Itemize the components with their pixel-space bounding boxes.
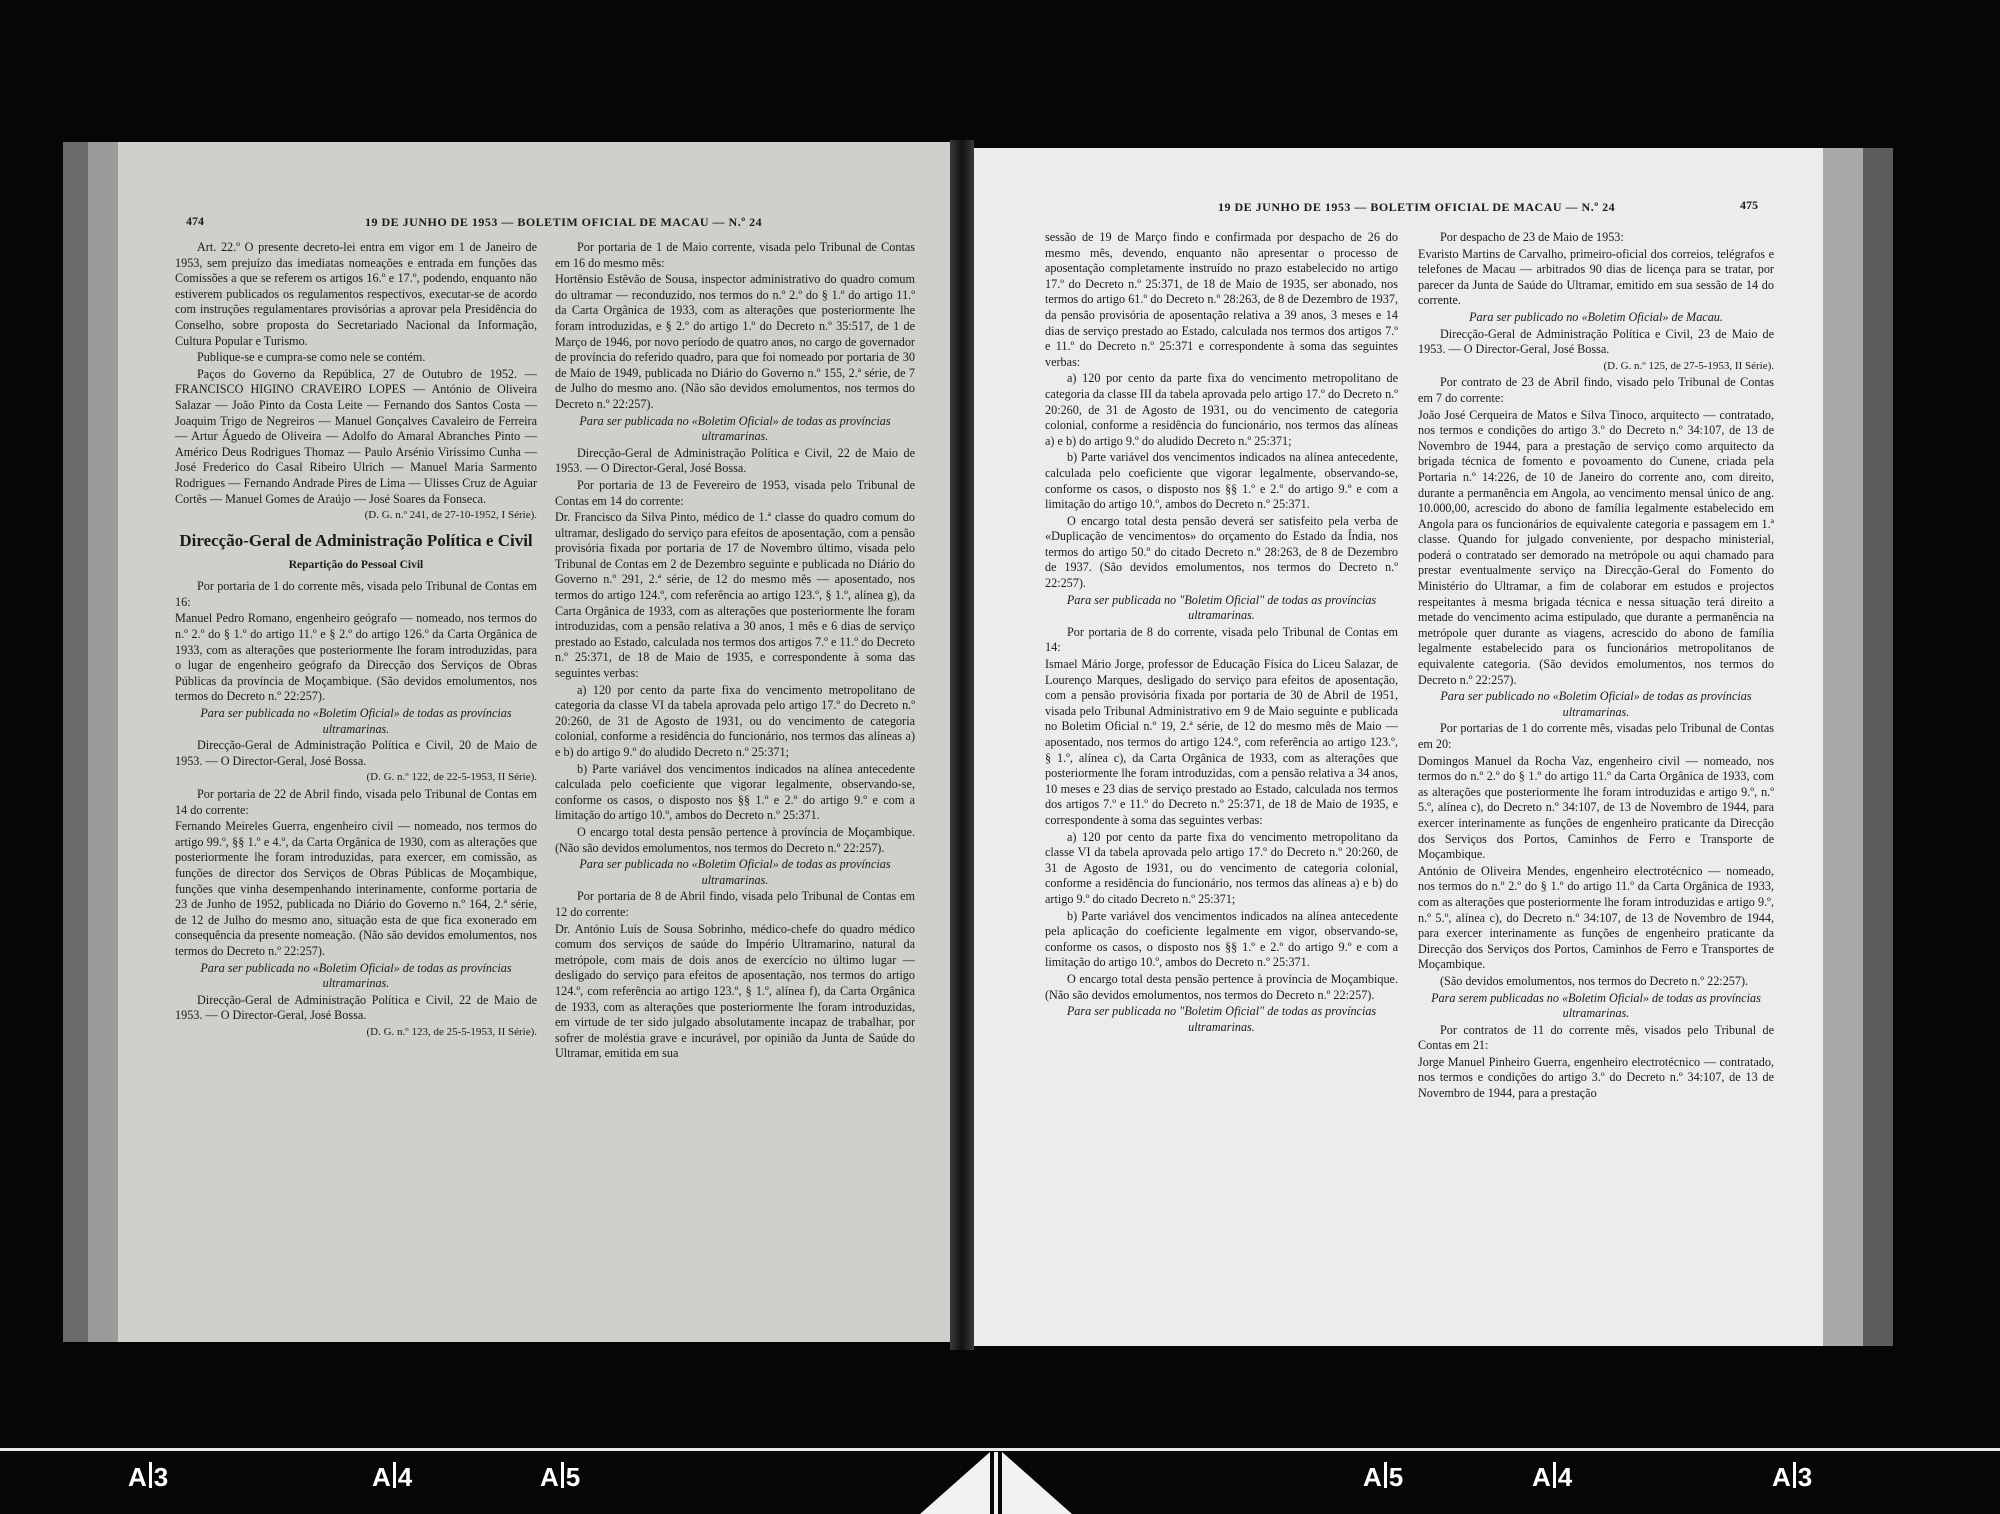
right-column-2 (1418, 230, 1774, 1290)
left-column-2 (555, 240, 915, 1295)
paragraph: O encargo total desta pensão pertence à província de Moçambique. (Não são devidos emolumentos, nos termos do Decreto n.º 22:257). (1045, 971, 1398, 1002)
citation: (D. G. n.º 123, de 25-5-1953, II Série). (366, 1025, 537, 1038)
ruler-label: A 4 (1532, 1462, 1573, 1492)
paragraph: João José Cerqueira de Matos e Silva Tinoco, arquitecto — contratado, nos termos e condições do artigo 3.º do Decreto n.º 34:107, de 13 de Novembro de 1944, para a prestação de serviço como arquitecto da brigada técnica de fomento e povoamento do Cunene, criada pela Portaria n.º 14:226, de 10 de Janeiro do corrente ano, com direito, durante a permanência em Angola, ao vencimento mensal único de ang. 10.000,00, acrescido do abono de família legalmente estabelecido em Angola para os funcionários de equivalente categoria e passagem em 1.ª classe. Quando for julgado conveniente, por despacho ministerial, poderá o contratado ser demorado na metrópole ou aqui chamado para prestar eventualmente serviço na Direcção-Geral do Fomento do Ministério do Ultramar, a fim de colaborar em estudos e projectos respeitantes à mesma brigada técnica e nessa situação terá direito a metade do vencimento acima estipulado, que durante a permanência na metrópole quer durante as viagens, acrescido do abono de família legalmente estabelecido para os funcionários metropolitanos de equivalente categoria. (São devidos emolumentos, nos termos do Decreto n.º 22:257). (1418, 407, 1774, 687)
paragraph: Direcção-Geral de Administração Política e Civil, 22 de Maio de 1953. — O Director-Geral, José Bossa. (555, 445, 915, 476)
paragraph: Por portaria de 1 do corrente mês, visada pelo Tribunal de Contas em 16: (175, 579, 537, 609)
publication-note: Para serem publicadas no «Boletim Oficial» de todas as províncias ultramarinas. (1431, 990, 1761, 1021)
ruler-label: A 3 (128, 1462, 169, 1492)
paragraph: Por portaria de 13 de Fevereiro de 1953, visada pelo Tribunal de Contas em 14 do corrente: (555, 477, 915, 508)
paragraph: Publique-se e cumpra-se como nele se contém. (197, 350, 426, 365)
paragraph: Dr. António Luís de Sousa Sobrinho, médico-chefe do quadro médico comum dos serviços de saúde do Império Ultramarino, natural da metrópole, com mais de dois anos de exercício no último lugar — desligado do serviço para efeitos de aposentação, nos termos do artigo 124.º, com referência ao artigo 123.º, § 1.º, alínea f), da Carta Orgânica de 1933, com as alterações que posteriormente lhe foram introduzidas, em virtude de ter sido julgado absolutamente incapaz de trabalhar, por sofrer de moléstia grave e incurável, por opinião da Junta de Saúde do Ultramar, emitida em sua (555, 921, 915, 1061)
paragraph: Por contratos de 11 do corrente mês, visados pelo Tribunal de Contas em 21: (1418, 1022, 1774, 1053)
citation: (D. G. n.º 122, de 22-5-1953, II Série). (366, 771, 537, 784)
ruler-label: A 4 (372, 1462, 413, 1492)
paragraph: Dr. Francisco da Silva Pinto, médico de 1.ª classe do quadro comum do ultramar, desligado do serviço para efeitos de aposentação, com a pensão provisória fixada por portaria de 17 de Novembro último, visada pelo Tribunal de Contas em 2 de Dezembro seguinte e publicada no Diário do Governo n.º 291, 2.ª série, de 12 do mesmo mês — aposentado, nos termos do artigo 124.º, com referência ao artigo 123.º, § 1.º, alínea g), da Carta Orgânica de 1933, com as alterações que posteriormente lhe foram introduzidas, com a pensão relativa a 30 anos, 1 mês e 6 dias de serviço prestado ao Estado, calculada nos termos dos artigos 7.º e 11.º do Decreto n.º 25:371, de 18 de Maio de 1935, e correspondente à soma das seguintes verbas: (555, 510, 915, 681)
paragraph: Por portaria de 1 de Maio corrente, visada pelo Tribunal de Contas em 16 do mesmo mês: (555, 240, 915, 270)
center-marker-icon (900, 1452, 1100, 1514)
publication-note: Para ser publicado no «Boletim Oficial» de Macau. (1469, 309, 1723, 324)
paragraph: Manuel Pedro Romano, engenheiro geógrafo — nomeado, nos termos do n.º 2.º do § 1.º do artigo 11.º e § 2.º do artigo 126.º da Carta Orgânica de 1933, com as alterações que posteriormente lhe foram introduzidas, para o lugar de engenheiro geógrafo da Direcção dos Serviços de Obras Públicas da província de Moçambique. (São devidos emolumentos, nos termos do Decreto n.º 22:257). (175, 611, 537, 704)
citation: (D. G. n.º 241, de 27-10-1952, I Série). (364, 509, 537, 522)
citation: (D. G. n.º 125, de 27-5-1953, II Série). (1603, 359, 1774, 372)
ruler-label: A 5 (540, 1462, 581, 1492)
paragraph: Fernando Meireles Guerra, engenheiro civil — nomeado, nos termos do artigo 99.º, §§ 1.º e 4.º, da Carta Orgânica de 1930, com as alterações que posteriormente lhe foram introduzidas, para exercer, em comissão, as funções de director dos Serviços de Obras Públicas de Moçambique, funções que vinha desempenhando interinamente, conforme portaria de 23 de Junho de 1952, publicada no Diário do Governo n.º 164, 2.ª série, de 12 de Julho do mesmo ano, situação esta de que fica exonerado em consequência da presente nomeação. (Não são devidos emolumentos, nos termos do Decreto n.º 22:257). (175, 819, 537, 958)
left-column-1 (175, 240, 537, 1295)
section-heading: Direcção-Geral de Administração Política e Civil (179, 530, 533, 550)
paragraph: Ismael Mário Jorge, professor de Educação Física do Liceu Salazar, de Lourenço Marques, desligado do serviço para efeitos de aposentação, com a pensão provisória fixada por portaria de 30 de Abril de 1951, visada pelo Tribunal Administrativo em 9 de Maio seguinte e publicada no Boletim Oficial n.º 19, 2.ª série, de 12 do mesmo mês de Maio — aposentado, nos termos do artigo 124.º, com referência ao artigo 123.º, § 1.º, alínea c), da Carta Orgânica de 1933, com as alterações que posteriormente lhe foram introduzidas, com a pensão relativa a 34 anos, 10 meses e 23 dias de serviço prestado ao Estado, calculada nos termos dos artigos 7.º e 11.º do Decreto n.º 25:371, de 18 de Maio de 1935, e correspondente à soma das seguintes verbas: (1045, 657, 1398, 827)
paragraph: Por portaria de 8 do corrente, visada pelo Tribunal de Contas em 14: (1045, 624, 1398, 655)
ruler-label: A 3 (1772, 1462, 1813, 1492)
section-subheading: Repartição do Pessoal Civil (288, 558, 424, 571)
paragraph: Por portarias de 1 do corrente mês, visadas pelo Tribunal de Contas em 20: (1418, 721, 1774, 751)
ruler-label: A 5 (1363, 1462, 1404, 1492)
paragraph: Evaristo Martins de Carvalho, primeiro-oficial dos correios, telégrafos e telefones de Macau — arbitrados 90 dias de licença para se tratar, por parecer da Junta de Saúde do Ultramar, emitido em sua sessão de 14 do corrente. (1418, 246, 1774, 308)
paragraph: Direcção-Geral de Administração Política e Civil, 23 de Maio de 1953. — O Director-Geral, José Bossa. (1418, 326, 1774, 357)
paragraph: Por portaria de 8 de Abril findo, visada pelo Tribunal de Contas em 12 do corrente: (555, 889, 915, 919)
paragraph: b) Parte variável dos vencimentos indicados na alínea antecedente, calculada pelo coeficiente que vigorar legalmente, observando-se, conforme os casos, o disposto nos §§ 1.º e 2.º do artigo 9.º e com a limitação do artigo 10.º, ambos do Decreto n.º 25:371. (1045, 450, 1398, 512)
publication-note: Para ser publicada no «Boletim Oficial» de todas as províncias ultramarinas. (579, 857, 891, 887)
paragraph: Por despacho de 23 de Maio de 1953: (1440, 230, 1624, 244)
paragraph: (São devidos emolumentos, nos termos do Decreto n.º 22:257). (1440, 973, 1749, 988)
book-gutter (950, 140, 974, 1350)
paragraph: O encargo total desta pensão deverá ser satisfeito pela verba de «Duplicação de vencimentos» do orçamento do Estado da Índia, nos termos do artigo 50.º do citado Decreto n.º 28:263, de 8 de Dezembro de 1937. (São devidos emolumentos, nos termos do Decreto n.º 22:257). (1045, 513, 1398, 591)
publication-note: Para ser publicada no «Boletim Oficial» de todas as províncias ultramarinas. (579, 413, 891, 444)
publication-note: Para ser publicada no "Boletim Oficial" de todas as províncias ultramarinas. (1066, 592, 1377, 623)
publication-note: Para ser publicada no "Boletim Oficial" de todas as províncias ultramarinas. (1066, 1004, 1377, 1034)
paragraph: Jorge Manuel Pinheiro Guerra, engenheiro electrotécnico — contratado, nos termos e condições do artigo 3.º do Decreto n.º 34:107, de 13 de Novembro de 1944, para a prestação (1418, 1054, 1774, 1101)
paragraph: sessão de 19 de Março findo e confirmada por despacho de 26 do mesmo mês, devendo, enquanto não apresentar o processo de aposentação completamente instruído no prazo estabelecido no artigo 17.º do Decreto n.º 25:371, de 18 de Maio de 1935, ser abonado, nos termos do artigo 61.º do Decreto n.º 28:263, de 8 de Dezembro de 1937, da pensão provisória de aposentação relativa a 39 anos, 3 meses e 14 dias de serviço prestado ao Estado, calculada nos termos dos artigos 7.º e 11.º do Decreto n.º 25:371 e correspondente à soma das seguintes verbas: (1045, 230, 1398, 369)
left-page-header: 19 DE JUNHO DE 1953 — BOLETIM OFICIAL DE MACAU — N.º 24 (365, 215, 763, 229)
right-column-1 (1045, 230, 1398, 1290)
paragraph: Direcção-Geral de Administração Política e Civil, 22 de Maio de 1953. — O Director-Geral, José Bossa. (175, 992, 537, 1023)
paragraph: a) 120 por cento da parte fixa do vencimento metropolitano de categoria da classe III da tabela aprovada pelo artigo 17.º do Decreto n.º 20:260, de 31 de Agosto de 1931, ou do vencimento de categoria colonial, conforme a residência do funcionário, nos termos das alíneas a) e b) do artigo 9.º do aludido Decreto n.º 25:371; (1045, 371, 1398, 448)
paragraph: Por portaria de 22 de Abril findo, visada pelo Tribunal de Contas em 14 do corrente: (175, 787, 537, 817)
publication-note: Para ser publicada no «Boletim Oficial» de todas as províncias ultramarinas. (200, 706, 512, 736)
paragraph: b) Parte variável dos vencimentos indicados na alínea antecedente pela aplicação do coeficiente legalmente em vigor, observando-se, conforme os casos, o disposto nos §§ 1.º e 2.º do artigo 9.º e com a limitação do artigo 10.º, ambos do Decreto n.º 25:371. (1045, 908, 1398, 970)
publication-note: Para ser publicada no «Boletim Oficial» de todas as províncias ultramarinas. (200, 960, 512, 991)
paragraph: Domingos Manuel da Rocha Vaz, engenheiro civil — nomeado, nos termos do n.º 2.º do § 1.º do artigo 11.º da Carta Orgânica de 1933, com as alterações que posteriormente lhe foram introduzidas e artigo 9.º, n.º 5.º, alínea c), do Decreto n.º 34:107, de 13 de Novembro de 1944, para exercer interinamente as funções de engenheiro praticante da Direcção dos Serviços dos Portos, Caminhos de Ferro e Transporte de Moçambique. (1418, 753, 1774, 862)
paragraph: a) 120 por cento da parte fixa do vencimento metropolitano da classe VI da tabela aprovada pelo artigo 17.º do Decreto n.º 20:260, de 31 de Agosto de 1931, ou do vencimento de categoria colonial, conforme a residência do funcionário, nos termos das alíneas a) e b) do artigo 9.º do citado Decreto n.º 25:371; (1045, 829, 1398, 906)
paragraph: Paços do Governo da República, 27 de Outubro de 1952. — FRANCISCO HIGINO CRAVEIRO LOPES — António de Oliveira Salazar — João Pinto da Costa Leite — Fernando dos Santos Costa — Joaquim Trigo de Negreiros — Manuel Gonçalves Cavaleiro de Ferreira — Artur Águedo de Oliveira — Adolfo do Amaral Abranches Pinto — Américo Deus Rodrigues Thomaz — Paulo Arsénio Viríssimo Cunha — José Frederico do Casal Ribeiro Ulrich — Manuel Maria Sarmento Rodrigues — Fernando Andrade Pires de Lima — Ulisses Cruz de Aguiar Cortês — Manuel Gomes de Araújo — José Soares da Fonseca. (175, 366, 537, 506)
right-page-header: 19 DE JUNHO DE 1953 — BOLETIM OFICIAL DE MACAU — N.º 24 (1218, 200, 1616, 214)
ruler-top-line (0, 1448, 2000, 1451)
paragraph: António de Oliveira Mendes, engenheiro electrotécnico — nomeado, nos termos do n.º 2.º do § 1.º do artigo 11.º da Carta Orgânica de 1933, com as alterações que posteriormente lhe foram introduzidas e artigo 9.º, n.º 5.º, alínea c), do Decreto n.º 34:107, de 13 de Novembro de 1944, para exercer interinamente as funções de engenheiro praticante da Direcção dos Serviços dos Portos, Caminhos de Ferro e Transportes de Moçambique. (1418, 863, 1774, 972)
publication-note: Para ser publicado no «Boletim Oficial» de todas as províncias ultramarinas. (1440, 689, 1752, 719)
paragraph: Direcção-Geral de Administração Política e Civil, 20 de Maio de 1953. — O Director-Geral, José Bossa. (175, 738, 537, 768)
paragraph: Por contrato de 23 de Abril findo, visado pelo Tribunal de Contas em 7 do corrente: (1418, 375, 1774, 405)
paragraph: Hortênsio Estêvão de Sousa, inspector administrativo do quadro comum do ultramar — reconduzido, nos termos do n.º 2.º do § 1.º do artigo 11.º da Carta Orgânica de 1933, com as alterações que posteriormente lhe foram introduzidas, e § 2.º do artigo 1.º do Decreto n.º 35:517, de 1 de Março de 1946, por novo período de quatro anos, no cargo de governador de província do referido quadro, para que foi nomeado por portaria de 30 de Maio de 1949, publicada no Diário do Governo n.º 155, 2.ª série, de 7 de Julho do mesmo ano. (Não são devidos emolumentos, nos termos do Decreto n.º 22:257). (555, 272, 915, 411)
paragraph: Art. 22.º O presente decreto-lei entra em vigor em 1 de Janeiro de 1953, sem prejuízo das imediatas nomeações e entrada em funções das Comissões a que se referem os artigos 16.º e 17.º, podendo, enquanto não estiverem publicados os regulamentos respectivos, executar-se de acordo com instruções regulamentares provisórias a aprovar pela Presidência do Conselho, sobre proposta do Secretariado Nacional da Informação, Cultura Popular e Turismo. (175, 240, 537, 348)
paragraph: O encargo total desta pensão pertence à província de Moçambique. (Não são devidos emolumentos, nos termos do Decreto n.º 22:257). (555, 824, 915, 855)
paragraph: a) 120 por cento da parte fixa do vencimento metropolitano de categoria da classe VI da tabela aprovada pelo artigo 17.º do Decreto n.º 20:260, de 31 de Agosto de 1931, ou do vencimento de categoria colonial, conforme a residência do funcionário, nos termos das alíneas a) e b) do artigo 9.º do aludido Decreto n.º 25:371; (555, 682, 915, 759)
left-page-number: 474 (186, 214, 204, 228)
right-page-number: 475 (1740, 198, 1758, 212)
paragraph: b) Parte variável dos vencimentos indicados na alínea antecedente calculada pelo coeficiente que vigorar legalmente, observando-se, conforme os casos, o disposto nos §§ 1.º e 2.º do artigo 9.º e com a limitação do artigo 10.º, ambos do Decreto n.º 25:371. (555, 761, 915, 823)
